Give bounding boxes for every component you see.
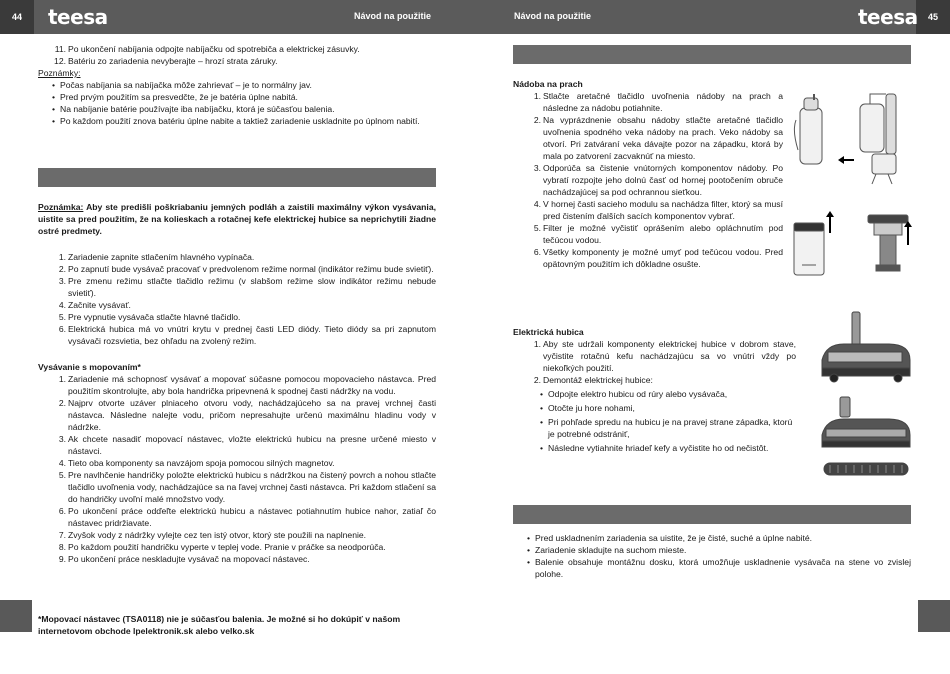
usage-steps [38, 251, 436, 347]
notes-label: Poznámky: [38, 68, 81, 78]
list-item: 8. Po každom použití handričku vyperte v teplej vode. Pranie v práčke sa neodporúča. [58, 542, 386, 552]
list-item: • Odpojte elektro hubicu od rúry alebo vysávača, [540, 389, 728, 399]
list-item: 4. Začnite vysávať. [58, 300, 131, 310]
list-item: 6. Po ukončení práce odďeľte elektrickú hubicu a nástavec potiahnutím hubice nahor, zatiaľ čo nástavec pridržiavate. [58, 506, 436, 528]
list-item: 2. Demontáž elektrickej hubice: [533, 375, 653, 385]
list-item: 5. Pre vypnutie vysávača stlačte hlavné tlačidlo. [58, 312, 241, 322]
list-item: • Pred prvým použitím sa presvedčte, že je batéria úplne nabitá. [52, 92, 298, 102]
warning-text: Aby ste predišli poškriabaniu jemných podláh a zaistili maximálny výkon vysávania, uistite sa pred použitím, že na kolieskach a rotačnej kefe elektrickej hubice sa neprichytili žiadne ostré predmety. [38, 202, 436, 236]
dust-steps [513, 90, 783, 270]
list-item: 3. Ak chcete nasadiť mopovací nástavec, vložte elektrickú hubicu na presne určené miesto v nástavci. [58, 434, 436, 456]
list-item: 5. Pre navlhčenie handričky položte elektrickú hubicu s nádržkou na čistený povrch a nohou stlačte tlačidlo uvoľnenia vody, nachádzajúce sa na ľavej vrchnej časti nástavca. Pri každom stlačení sa do handričky uvoľní malé množstvo vody. [58, 470, 436, 504]
list-item: • Počas nabíjania sa nabíjačka môže zahrievať – je to normálny jav. [52, 80, 312, 90]
list-item: 7. Zvyšok vody z nádržky vylejte cez ten istý otvor, ktorý ste použili na naplnenie. [58, 530, 367, 540]
electric-brush-bottom-illustration [818, 395, 914, 489]
list-item: 1. Stlačte aretačné tlačidlo uvoľnenia nádoby na prach a následne za nádobu potiahnite. [533, 91, 783, 113]
side-tab-left [0, 600, 32, 632]
list-item: 1. Zariadenie zapnite stlačením hlavného vypínača. [58, 252, 255, 262]
list-item: 11. Po ukončení nabíjania odpojte nabíjačku od spotrebiča a elektrickej zásuvky. [54, 44, 360, 54]
page-number-left: 44 [0, 0, 34, 34]
list-item: 2. Po zapnutí bude vysávač pracovať v predvolenom režime normal (indikátor režimu bude svietiť). [58, 264, 434, 274]
list-item: • Balenie obsahuje montážnu dosku, ktorá umožňuje uskladnenie vysávača na stene vo zvislej polohe. [527, 557, 911, 579]
brush-steps [513, 338, 796, 386]
list-item: 6. Všetky komponenty je možné umyť pod tečúcou vodou. Pred opätovným použitím ich dôkladne osušte. [533, 247, 783, 269]
list-item: • Po každom použití znova batériu úplne nabite a taktiež zariadenie uskladnite po úplnom nabití. [52, 116, 420, 126]
list-item: 4. Tieto oba komponenty sa navzájom spoja pomocou silných magnetov. [58, 458, 335, 468]
list-item: 1. Aby ste udržali komponenty elektrickej hubice v dobrom stave, vyčistite rotačnú kefu nachádzajúcu sa vo vnútri vždy po niekoľkých použití. [533, 339, 796, 373]
list-item: 3. Pre zmenu režimu stlačte tlačidlo režimu (v slabšom režime slow indikátor režimu nebude svietiť). [58, 276, 436, 298]
list-item: 5. Filter je možné vyčistiť oprášením alebo opláchnutím pod tečúcou vodou. [533, 223, 783, 245]
list-item: 3. Odporúča sa čistenie vnútorných komponentov nádoby. Po vybratí rozpojte jeho dolnú časť od hornej pootočením obruče nachádzajúcej sa pod ochrannou sieťkou. [533, 163, 783, 197]
storage-section [513, 532, 911, 580]
left-column [38, 43, 436, 127]
section-bar-storage [513, 505, 911, 524]
header-title-right: Návod na použitie [514, 11, 592, 21]
header-bar [0, 0, 950, 34]
list-item: • Následne vytiahnite hriadeľ kefy a vyčistite ho od nečistôt. [540, 443, 769, 453]
teesa-logo-right: teesa [858, 5, 918, 29]
list-item: 1. Zariadenie má schopnosť vysávať a mopovať súčasne pomocou mopovacieho nástavca. Pred použitím skontrolujte, aby bola handrička pripevnená k spodnej časti nádržky na vodu. [58, 374, 436, 396]
storage-list [513, 532, 911, 580]
list-item: • Zariadenie skladujte na suchom mieste. [527, 545, 687, 555]
mop-steps [38, 373, 436, 565]
list-item: • Pri pohľade spredu na hubicu je na pravej strane západka, ktorú je potrebné odstrániť, [540, 417, 793, 439]
notes-list [38, 79, 436, 127]
list-item: 2. Na vyprázdnenie obsahu nádoby stlačte aretačné tlačidlo uvoľnenia spodného veka nádoby na prach. Veko nádoby sa otvorí. Pri zatváraní veka dávajte pozor na západku, ktorá by mala po zatvorení zacvaknúť na miesto. [533, 115, 783, 161]
warning-note [38, 201, 436, 237]
teesa-logo-left: teesa [48, 5, 108, 29]
electric-brush-section [513, 326, 796, 454]
header-title-left: Návod na použitie [354, 11, 432, 21]
section-bar-use [38, 168, 436, 187]
list-item: • Otočte ju hore nohami, [540, 403, 635, 413]
mop-heading: Vysávanie s mopovaním* [38, 362, 141, 372]
charging-steps-continued [38, 43, 436, 67]
page-number-right: 45 [916, 0, 950, 34]
side-tab-right [918, 600, 950, 632]
list-item: 2. Najprv otvorte uzáver plniaceho otvoru vody, nachádzajúceho sa na pravej vrchnej časti nástavca. Následne nalejte vodu, pričom nepresahujte určenú maximálnu hladinu vody v nádržke. [58, 398, 436, 432]
list-item: 9. Po ukončení práce neskladujte vysávač na mopovací nástavec. [58, 554, 310, 564]
dust-container-section [513, 78, 783, 270]
brush-heading: Elektrická hubica [513, 327, 584, 337]
electric-brush-top-illustration [818, 310, 914, 388]
list-item: 4. V hornej časti sacieho modulu sa nachádza filter, ktorý sa musí pred čistením ďalších sacích komponentov vybrať. [533, 199, 783, 221]
footnote: *Mopovací nástavec (TSA0118) nie je súčasťou balenia. Je možné si ho dokúpiť v našom internetovom obchode lpelektronik.sk alebo velko.sk [38, 614, 401, 636]
dust-heading: Nádoba na prach [513, 79, 583, 89]
list-item: 6. Elektrická hubica má vo vnútri krytu v prednej časti LED diódy. Tieto diódy sa pri zapnutom vysávači rozsvietia, bez ohľadu na zvolený režim. [58, 324, 436, 346]
section-bar-cleaning [513, 45, 911, 64]
warning-label: Poznámka: [38, 202, 84, 212]
list-item: 12. Batériu zo zariadenia nevyberajte – hrozí strata záruky. [54, 56, 278, 66]
brush-substeps [513, 388, 796, 454]
list-item: • Na nabíjanie batérie používajte iba nabíjačku, ktorá je súčasťou balenia. [52, 104, 335, 114]
usage-section [38, 251, 436, 565]
list-item: • Pred uskladnením zariadenia sa uistite, že je čisté, suché a úplne nabité. [527, 533, 813, 543]
dust-container-filter-illustration [790, 205, 912, 285]
dust-container-removal-illustration [790, 90, 912, 190]
